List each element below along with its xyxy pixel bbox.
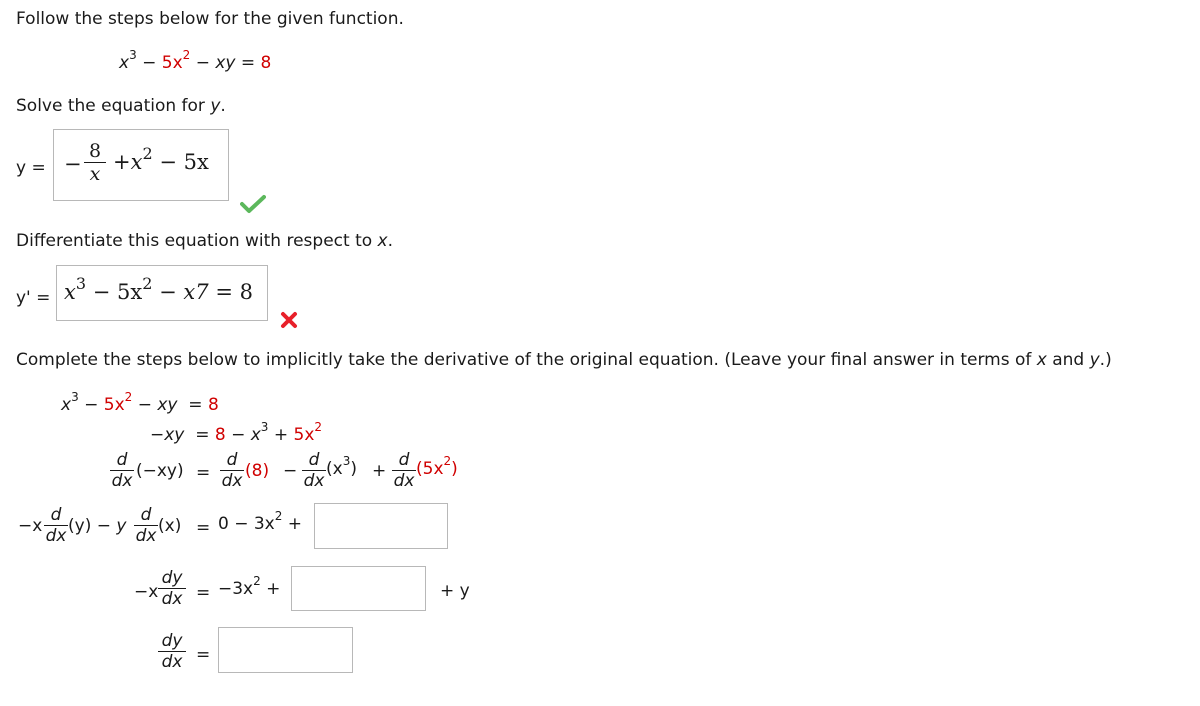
step-row-3-eq: = [196,463,211,483]
y-answer-neg: − [64,152,82,176]
solve-prompt: Solve the equation for y. [16,96,226,116]
dy-dx-fraction: dy dx [158,569,186,608]
intro-text: Follow the steps below for the given function. [16,9,404,29]
y-answer-rest: $+x^2 - 5x$ [113,144,209,174]
answer-input-2[interactable] [291,566,426,611]
step-row-3-t1: (8) [245,461,270,481]
step-row-5-eq: = [196,583,211,603]
step-row-4-eq: = [196,518,211,538]
d-dx-operator: d dx [135,505,157,546]
step-row-4-pre1: −x [18,516,43,536]
step-row-3-plus: + [372,461,387,481]
correct-check-icon [240,194,266,214]
answer-input-1[interactable] [314,503,448,549]
step-row-2: $-xy = 8 - x^3 + 5x^2$ [150,420,323,445]
step-row-6-eq: = [196,645,211,665]
y-label: y = [16,158,46,178]
step-row-4-arg2: (x) [158,516,182,536]
given-function: $x^3 - 5x^2$ − xy = 8 [119,48,272,73]
complete-prompt: Complete the steps below to implicitly take the derivative of the original equation. (Leave your final answer in terms of x and y.) [16,350,1112,370]
step-row-3-t3: $(5x^2)$ [416,454,458,479]
incorrect-cross-icon [280,311,298,329]
step-row-5-tail: + y [440,581,470,601]
step-row-3-t2: $(x^3)$ [326,454,357,479]
dy-dx-fraction: dy dx [158,632,186,671]
d-dx-operator: d dx [303,450,325,491]
d-dx-operator: d dx [221,450,243,491]
d-dx-operator: d dx [111,450,133,491]
d-dx-operator: d dx [393,450,415,491]
step-row-5-pre: −x [134,582,159,602]
step-row-3-lhs: (−xy) [136,461,184,481]
step-row-1: $x^3 - 5x^2$ − xy = 8 [61,390,219,415]
differentiate-prompt: Differentiate this equation with respect to x. [16,231,394,251]
step-row-4-rhs: $0 - 3x^2$ + [218,509,303,534]
step-row-4-arg1: (y) − y [68,516,127,536]
yprime-label: y' = [16,288,51,308]
yprime-answer: $x^3 - 5x^2 - x7 = 8$ [64,274,253,304]
step-row-5-rhs: $-3x^2$ + [218,574,281,599]
answer-input-3[interactable] [218,627,353,673]
step-row-3-minus: − [283,461,298,481]
y-answer-fraction: 8 x [84,141,106,184]
d-dx-operator: d dx [45,505,67,546]
